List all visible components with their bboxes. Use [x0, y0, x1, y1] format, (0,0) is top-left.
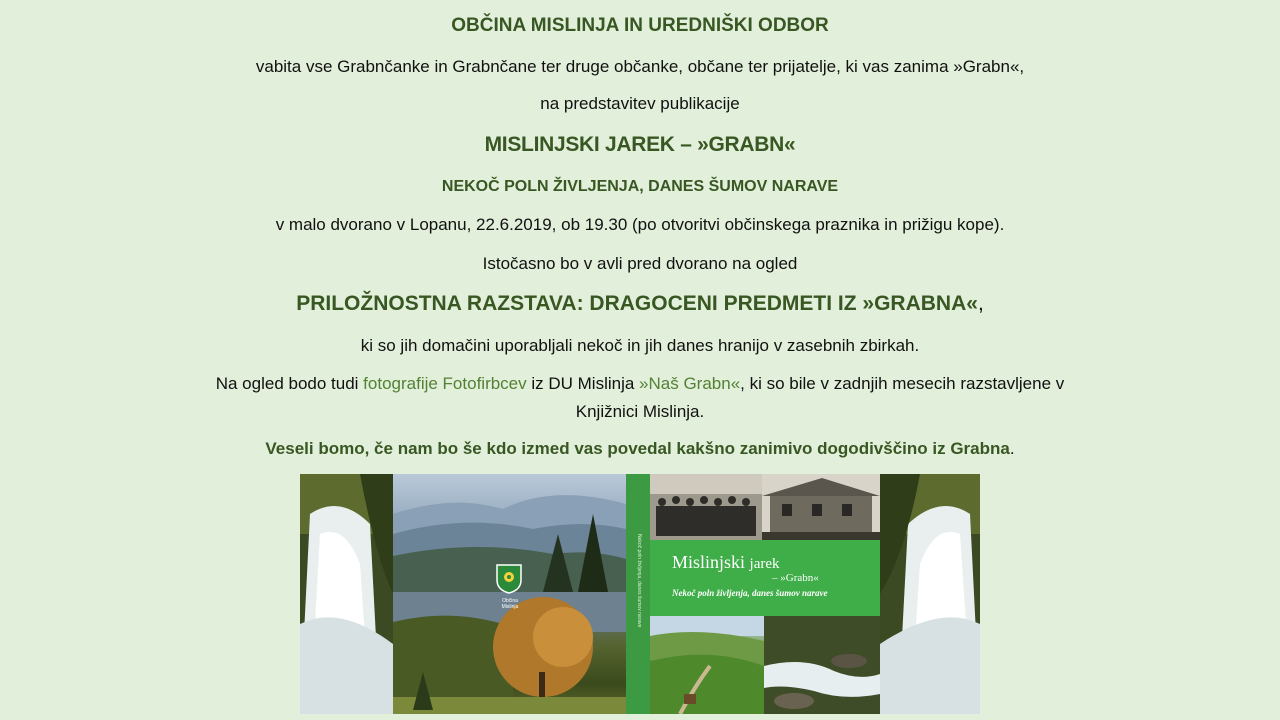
photos-group: »Naš Grabn« — [639, 374, 741, 393]
venue-line: v malo dvorano v Lopanu, 22.6.2019, ob 19.30 (po otvoritvi občinskega praznika in prižigu kope). — [275, 215, 1005, 234]
closing-line — [0, 439, 1280, 459]
house-art — [762, 474, 880, 540]
valley-art — [650, 616, 764, 714]
waterfall-right-photo — [880, 474, 980, 714]
book-cover-collage — [300, 474, 980, 714]
book-title-word3: – »Grabn« — [772, 572, 819, 584]
crest-label: Občina Mislinja — [501, 598, 519, 610]
publication-subtitle: NEKOČ POLN ŽIVLJENJA, DANES ŠUMOV NARAVE — [441, 178, 839, 195]
historic-people-photo — [650, 474, 762, 540]
exhibition-comma: , — [977, 292, 984, 315]
exhibition-description: ki so jih domačini uporabljali nekoč in jih danes hranijo v zasebnih zbirkah. — [360, 336, 920, 355]
photos-line — [0, 374, 1280, 394]
photos-text-pre: Na ogled bodo tudi — [215, 374, 364, 393]
waterfall-left-photo — [300, 474, 393, 714]
photos-link[interactable]: fotografije Fotofirbcev — [363, 374, 527, 393]
book-title-main: Mislinjski — [672, 552, 746, 572]
valley-photo — [650, 616, 764, 714]
book-subtitle: Nekoč poln življenja, danes šumov narave — [672, 588, 828, 598]
waterfall-right-art — [880, 474, 980, 714]
exhibition-title: PRILOŽNOSTNA RAZSTAVA: DRAGOCENI PREDMETI IZ »GRABNA« — [296, 292, 978, 315]
photos-text-mid: iz DU Mislinja — [526, 374, 640, 393]
spine-text: Nekoč poln življenja, danes šumov narave — [636, 534, 642, 628]
simultaneous-line: Istočasno bo v avli pred dvorano na ogled — [482, 254, 798, 273]
historic-house-photo — [762, 474, 880, 540]
waterfall-left-art — [300, 474, 393, 714]
autumn-photo — [393, 592, 626, 714]
photos-text-post: , ki so bile v zadnjih mesecih razstavljene v — [740, 374, 1065, 393]
invite-line: vabita vse Grabnčanke in Grabnčane ter druge občanke, občane ter prijatelje, ki vas zanima »Grabn«, — [255, 57, 1025, 76]
stream-art — [764, 616, 880, 714]
photos-line-2: Knjižnici Mislinja. — [575, 402, 705, 421]
exhibition-heading — [0, 292, 1280, 316]
closing-period: . — [1009, 439, 1015, 458]
autumn-art — [393, 592, 626, 714]
stream-photo — [764, 616, 880, 714]
book-spine — [626, 474, 650, 714]
book-title-word2: jarek — [749, 556, 780, 572]
people-art — [650, 474, 762, 540]
book-title — [672, 552, 780, 573]
closing-text: Veseli bomo, če nam bo še kdo izmed vas povedal kakšno zanimivo dogodivščino iz Grabna — [265, 439, 1010, 458]
publication-title: MISLINJSKI JAREK – »GRABN« — [484, 133, 796, 156]
municipality-crest-icon — [496, 564, 522, 594]
book-title-panel — [650, 540, 880, 616]
organizer-heading: OBČINA MISLINJA IN UREDNIŠKI ODBOR — [451, 15, 829, 36]
presentation-line: na predstavitev publikacije — [540, 94, 740, 113]
